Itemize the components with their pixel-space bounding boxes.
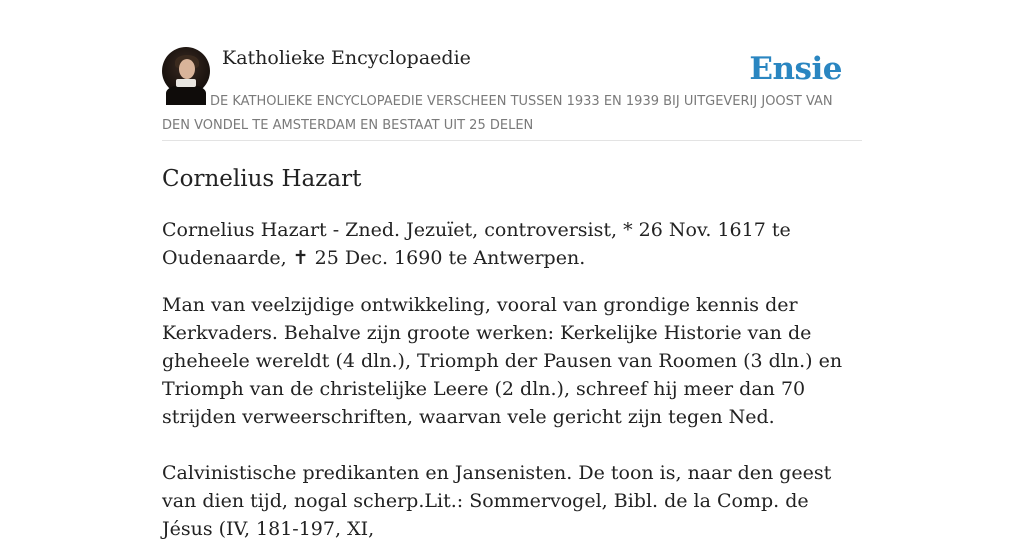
portrait-icon[interactable] — [162, 47, 210, 95]
article-title: Cornelius Hazart — [162, 166, 362, 192]
site-subtitle: DE KATHOLIEKE ENCYCLOPAEDIE VERSCHEEN TUSSEN 1933 EN 1939 BIJ UITGEVERIJ JOOST VAN DEN VONDEL TE AMSTERDAM EN BESTAAT UIT 25 DELEN — [162, 94, 833, 133]
avatar-collar — [176, 79, 196, 87]
article-paragraph: Cornelius Hazart - Zned. Jezuïet, controversist, * 26 Nov. 1617 te Oudenaarde, ✝ 25 Dec. 1690 te Antwerpen. — [162, 219, 791, 269]
site-title-link[interactable]: Katholieke Encyclopaedie — [222, 47, 471, 69]
ensie-logo-link[interactable]: Ensie — [749, 51, 842, 87]
article — [162, 163, 862, 543]
avatar-face — [179, 59, 195, 79]
article-paragraph: Man van veelzijdige ontwikkeling, vooral van grondige kennis der Kerkvaders. Behalve zijn groote werken: Kerkelijke Historie van de gheheele wereldt (4 dln.), Triomph der Pausen van Roomen (3 dln.) en Triomph van de christelijke Leere (2 dln.), schreef hij meer dan 70 strijden verweerschriften, waarvan vele gericht zijn tegen Ned. — [162, 294, 843, 428]
site-header — [162, 45, 862, 141]
article-paragraph: Calvinistische predikanten en Jansenisten. De toon is, naar den geest van dien tijd, nogal scherp.Lit.: Sommervogel, Bibl. de la Comp. de Jésus (IV, 181-197, XI, — [162, 462, 832, 540]
